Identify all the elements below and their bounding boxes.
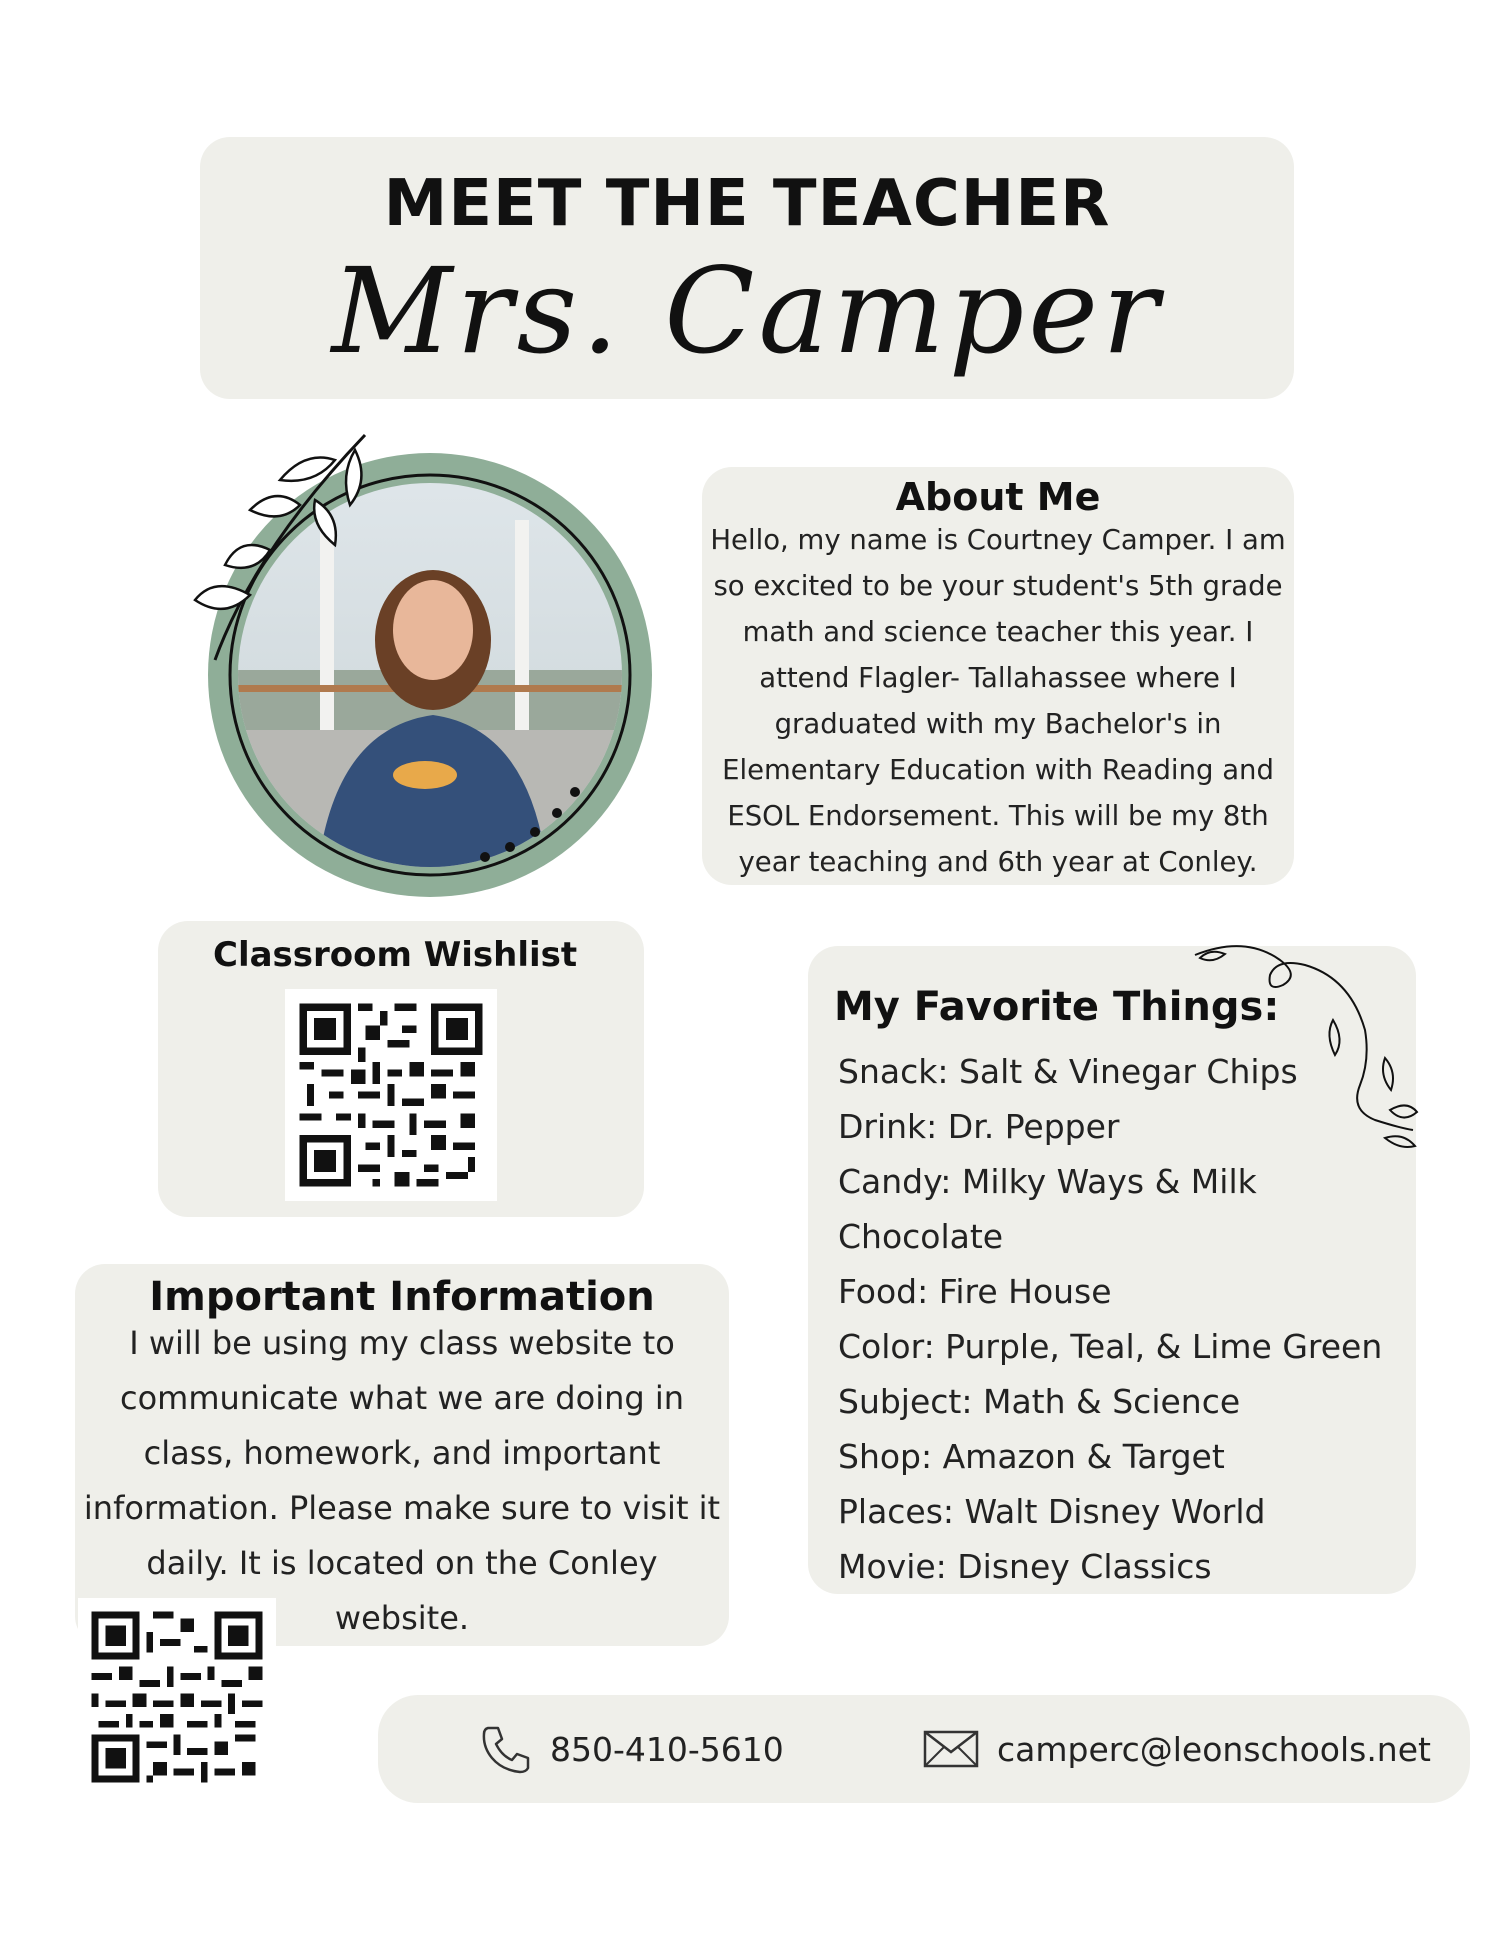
qr-code-icon	[285, 989, 497, 1201]
class-website-qr-code[interactable]	[78, 1598, 276, 1796]
list-item: Drink: Dr. Pepper	[838, 1107, 1120, 1146]
list-item: Food: Fire House	[838, 1272, 1112, 1311]
about-me-title: About Me	[895, 475, 1101, 519]
qr-code-icon	[78, 1598, 276, 1796]
phone-icon	[478, 1722, 532, 1776]
important-information-card	[75, 1264, 729, 1646]
list-item: Candy: Milky Ways & Milk Chocolate	[838, 1162, 1257, 1256]
list-item: Snack: Salt & Vinegar Chips	[838, 1052, 1298, 1091]
header-card	[200, 137, 1294, 399]
list-item: Places: Walt Disney World	[838, 1492, 1266, 1531]
list-item: Subject: Math & Science	[838, 1382, 1241, 1421]
phone-number: 850-410-5610	[550, 1729, 784, 1769]
email-contact[interactable]	[923, 1695, 1431, 1803]
important-information-title: Important Information	[149, 1274, 655, 1320]
list-item: Movie: Disney Classics	[838, 1547, 1212, 1586]
list-item: Color: Purple, Teal, & Lime Green	[838, 1327, 1383, 1366]
favorite-things-title: My Favorite Things:	[834, 984, 1280, 1030]
important-information-text: I will be using my class website to communicate what we are doing in class, homework, and important information. Please make sure to visit it daily. It is located on the Conley website.	[83, 1324, 721, 1637]
contact-bar	[378, 1695, 1470, 1803]
about-me-text: Hello, my name is Courtney Camper. I am so excited to be your student's 5th grade math and science teacher this year. I attend Flagler- Tallahassee where I graduated with my Bachelor's in Elementary Education with Reading and ESOL Endorsement. This will be my 8th year teaching and 6th year at Conley.	[710, 524, 1286, 878]
list-item: Shop: Amazon & Target	[838, 1437, 1225, 1476]
vine-decoration-icon	[1185, 940, 1425, 1170]
page-heading: MEET THE TEACHER	[383, 167, 1111, 241]
envelope-icon	[923, 1729, 979, 1769]
leaf-branch-icon	[185, 430, 385, 670]
wishlist-qr-code[interactable]	[285, 989, 497, 1201]
classroom-wishlist-card	[158, 921, 644, 1217]
wishlist-title: Classroom Wishlist	[213, 935, 578, 975]
phone-contact[interactable]	[478, 1695, 784, 1803]
teacher-name: Mrs. Camper	[331, 242, 1163, 380]
email-address: camperc@leonschools.net	[997, 1729, 1431, 1769]
about-me-card	[702, 467, 1294, 885]
